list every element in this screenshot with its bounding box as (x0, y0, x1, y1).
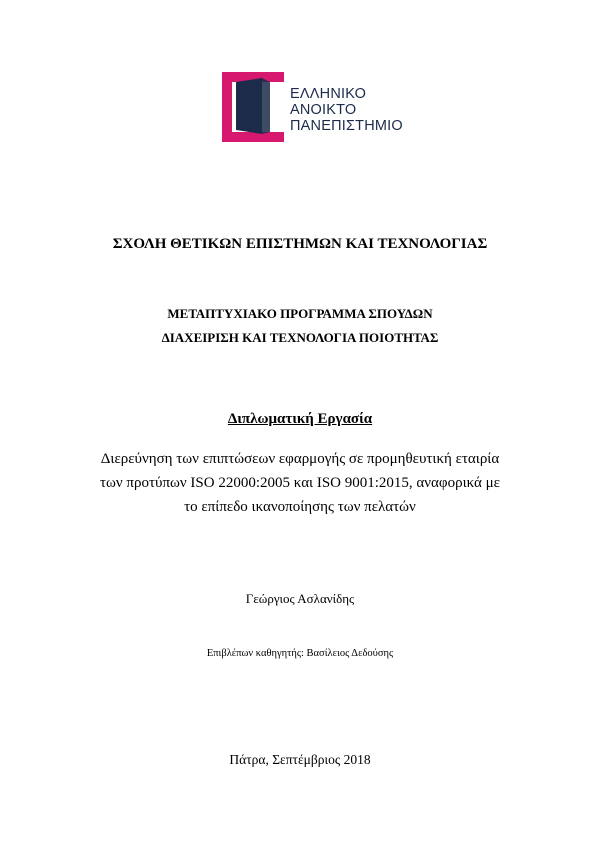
program-name-line-1: ΜΕΤΑΠΤΥΧΙΑΚΟ ΠΡΟΓΡΑΜΜΑ ΣΠΟΥΔΩΝ (167, 306, 433, 321)
school-name: ΣΧΟΛΗ ΘΕΤΙΚΩΝ ΕΠΙΣΤΗΜΩΝ ΚΑΙ ΤΕΧΝΟΛΟΓΙΑΣ (112, 236, 488, 252)
university-name-line-3: ΠΑΝΕΠΙΣΤΗΜΙΟ (290, 118, 403, 134)
supervisor: Επιβλέπων καθηγητής: Βασίλειος Δεδούσης (206, 648, 394, 659)
university-name (290, 86, 403, 134)
thesis-title-line-3: το επίπεδο ικανοποίησης των πελατών (184, 499, 416, 515)
program-name (0, 302, 600, 350)
author-name: Γεώργιος Ασλανίδης (245, 591, 355, 606)
thesis-title-line-1: Διερεύνηση των επιπτώσεων εφαρμογής σε προμηθευτική εταιρία (100, 451, 500, 467)
university-logo-mark-icon (222, 72, 284, 142)
university-name-line-1: ΕΛΛΗΝΙΚΟ (290, 86, 367, 102)
thesis-title (0, 447, 600, 519)
thesis-label: Διπλωματική Εργασία (227, 411, 373, 427)
place-date: Πάτρα, Σεπτέμβριος 2018 (229, 752, 371, 767)
university-name-line-2: ΑΝΟΙΚΤΟ (290, 102, 357, 118)
program-name-line-2: ΔΙΑΧΕΙΡΙΣΗ ΚΑΙ ΤΕΧΝΟΛΟΓΙΑ ΠΟΙΟΤΗΤΑΣ (161, 330, 439, 345)
university-logo (222, 72, 412, 144)
thesis-title-line-2: των προτύπων ISO 22000:2005 και ISO 9001:2015, αναφορικά με (100, 475, 500, 491)
